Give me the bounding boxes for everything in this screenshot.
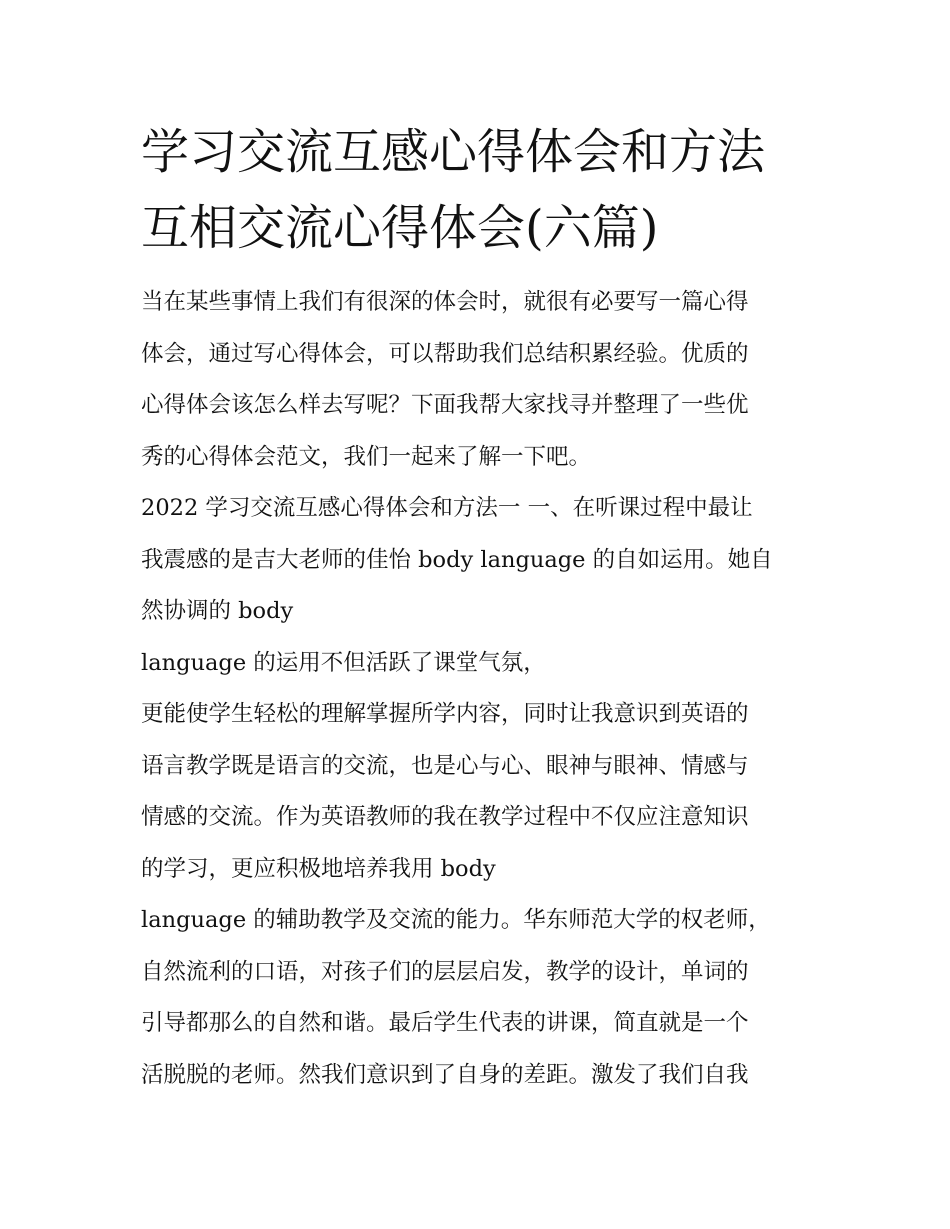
document-body xyxy=(141,277,831,1101)
body-line: 自然流利的口语，对孩子们的层层启发，教学的设计，单词的 xyxy=(141,958,749,985)
body-line: 然协调的 body xyxy=(141,598,294,624)
title-line: 学习交流互感心得体会和方法 xyxy=(141,124,766,180)
body-line: 引导都那么的自然和谐。最后学生代表的讲课，简直就是一个 xyxy=(141,1010,749,1036)
body-line: 我震感的是吉大老师的佳怡 body language 的自如运用。她自 xyxy=(141,546,773,573)
body-line: 心得体会该怎么样去写呢？下面我帮大家找寻并整理了一些优 xyxy=(141,392,749,418)
body-line: 秀的心得体会范文，我们一起来了解一下吧。 xyxy=(141,443,592,470)
body-line: 语言教学既是语言的交流，也是心与心、眼神与眼神、情感与 xyxy=(141,752,749,779)
body-line: 情感的交流。作为英语教师的我在教学过程中不仅应注意知识 xyxy=(141,804,749,830)
body-line: 更能使学生轻松的理解掌握所学内容，同时让我意识到英语的 xyxy=(141,701,749,727)
document-title xyxy=(141,114,841,266)
body-line: 活脱脱的老师。然我们意识到了自身的差距。激发了我们自我 xyxy=(141,1061,749,1088)
title-line: 互相交流心得体会(六篇) xyxy=(141,200,659,256)
body-line: language 的运用不但活跃了课堂气氛， xyxy=(141,649,546,676)
body-line: 体会，通过写心得体会，可以帮助我们总结积累经验。优质的 xyxy=(141,340,749,367)
body-line: language 的辅助教学及交流的能力。华东师范大学的权老师， xyxy=(141,907,771,933)
body-line: 的学习，更应积极地培养我用 body xyxy=(141,855,496,882)
body-line: 当在某些事情上我们有很深的体会时，就很有必要写一篇心得 xyxy=(141,289,749,315)
body-line: 2022 学习交流互感心得体会和方法一 一、在听课过程中最让 xyxy=(141,495,753,521)
